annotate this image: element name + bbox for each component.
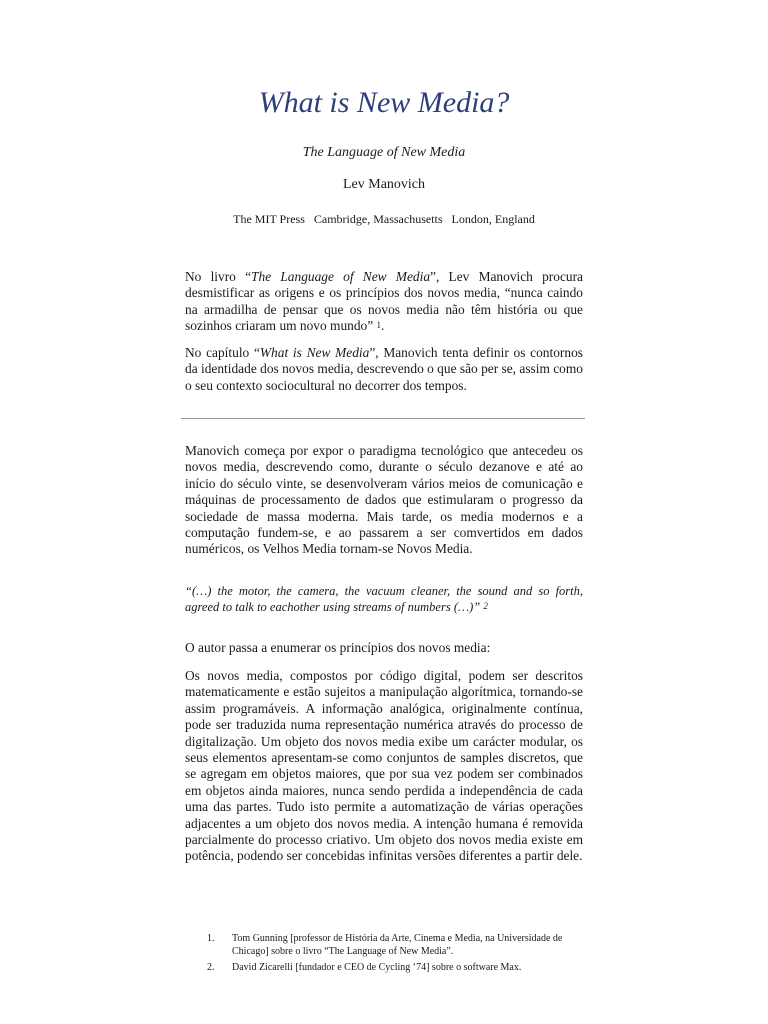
- body-paragraph-principles: [185, 668, 583, 865]
- body-paragraph-paradigm: [185, 443, 583, 558]
- footnote-text: David Zicarelli [fundador e CEO de Cycling ‘74] sobre o software Max.: [232, 962, 522, 973]
- intro-p1-text-b: ”, Lev Manovich procura desmistificar as origens e os princípios dos novos media, “nunca caindo na armadilha de pensar que os novos media não têm história ou que sozinhos criaram um novo mundo”: [185, 269, 583, 334]
- author-name: Lev Manovich: [342, 177, 426, 192]
- footnote-text: Tom Gunning [professor de História da Arte, Cinema e Media, na Universidade de Chicago] sobre o livro “The Language of New Media”.: [232, 933, 563, 957]
- principles-text: Os novos media, compostos por código digital, podem ser descritos matematicamente e estão sujeitos a manipulação algorítmica, tornando-se assim programáveis. A informação analógica, originalmente contínua, pode ser traduzida numa representação numérica através do processo de digitalização. Um objeto dos novos media exibe um carácter modular, os seus elementos apresentam-se como conjuntos de samples discretos, que se agregam em objetos maiores, que por sua vez podem ser combinados em objetos ainda maiores, nunca sendo perdida a independência de cada uma das partes. Tudo isto permite a automatização de várias operações adjacentes a um objeto dos novos media. A intenção humana é removida parcialmente do processo criativo. Um objeto dos novos media existe em potência, podendo ser concebidas infinitas versões diferentes a partir dele.: [185, 668, 583, 864]
- intro-p2-text-b: ”, Manovich tenta definir os contornos da identidade dos novos media, descrevendo o que são per se, assim como o seu contexto sociocultural no decorrer dos tempos.: [185, 345, 583, 393]
- intro-paragraph-1: [185, 269, 583, 335]
- intro-p2-text-a: No capítulo “: [185, 345, 260, 360]
- paradigm-text: Manovich começa por expor o paradigma tecnológico que antecedeu os novos media, descrevendo como, durante o século dezanove e até ao início do século vinte, se desenvolveram vários meios de comunicação e máquinas de processamento de dados que estimularam o progresso da sociedade de massa moderna. Mais tarde, os media modernos e a computação fundem-se, e ao passarem a ser comvertidos em dados numéricos, os Velhos Media tornam-se Novos Media.: [185, 443, 583, 557]
- publisher-line: The MIT Press Cambridge, Massachusetts London, England: [233, 212, 535, 226]
- intro-p1-text-a: No livro “: [185, 269, 252, 284]
- document-title: What is New Media?: [258, 86, 510, 119]
- block-quote: [185, 583, 583, 615]
- intro-p1-text-c: .: [381, 318, 385, 334]
- book-subtitle: The Language of New Media: [302, 145, 466, 160]
- footnote-number: 2.: [207, 962, 215, 973]
- principles-intro-text: O autor passa a enumerar os princípios dos novos media:: [185, 640, 491, 655]
- body-paragraph-principles-intro: [185, 640, 583, 656]
- footnote-number: 1.: [207, 933, 215, 944]
- book-title-ref: The Language of New Media: [251, 269, 431, 284]
- section-divider: [181, 418, 585, 419]
- footnote-ref-1[interactable]: 1: [376, 320, 382, 331]
- intro-paragraph-2: [185, 345, 583, 394]
- quote-text: “(…) the motor, the camera, the vacuum cleaner, the sound and so forth, agreed to talk to eachother using streams of numbers (…)”: [185, 584, 583, 614]
- chapter-title-ref: What is New Media: [259, 345, 370, 360]
- footnote-ref-2[interactable]: 2: [483, 601, 488, 611]
